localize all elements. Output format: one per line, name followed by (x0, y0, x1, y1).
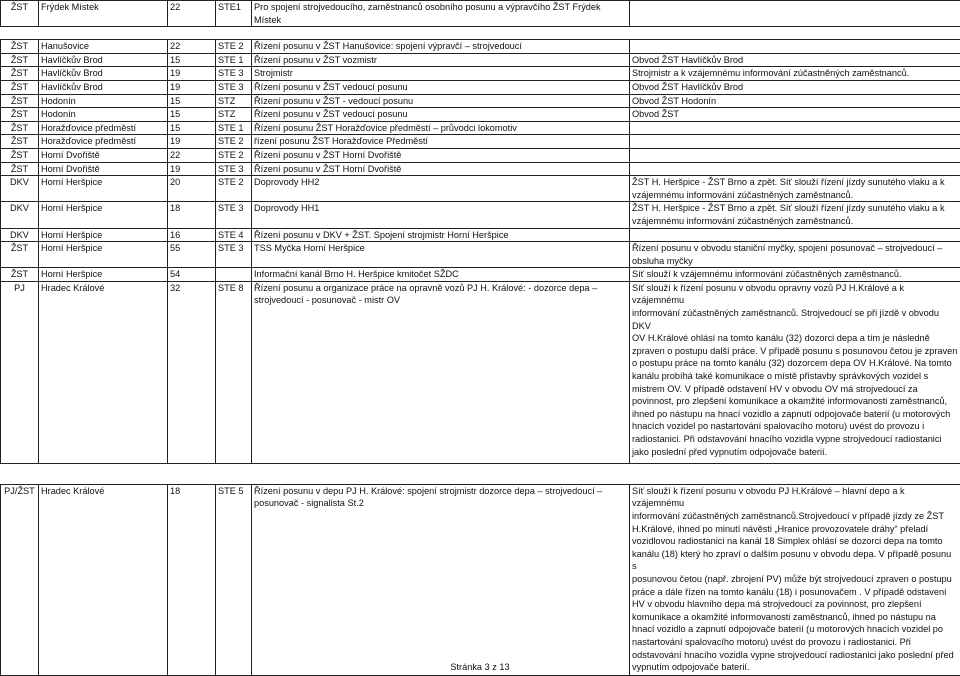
table-row (1, 121, 960, 135)
cell-note (630, 162, 960, 176)
cell-use: Pro spojení strojvedoucího, zaměstnanců osobního posunu a výpravčího ŽST Frýdek Místek (252, 1, 630, 27)
cell-use: Řízení posunu v ŽST vedoucí posunu (252, 108, 630, 122)
cell-type: ŽST (1, 121, 39, 135)
cell-type: ŽST (1, 242, 39, 268)
cell-type: ŽST (1, 108, 39, 122)
cell-note: Řízení posunu v obvodu staniční myčky, spojení posunovač – strojvedoucí – obsluha myčky (630, 242, 960, 268)
cell-place: Horní Heršpice (39, 242, 168, 268)
cell-ste: STZ (216, 108, 252, 122)
cell-use: Řízení posunu v DKV + ŽST. Spojení strojmistr Horní Heršpice (252, 228, 630, 242)
cell-use: řízení posunu ŽST Horažďovice Předměstí (252, 135, 630, 149)
cell-note: ŽST H. Heršpice - ŽST Brno a zpět. Síť slouží řízení jízdy sunutého vlaku a k vzájemnému informování zúčastněných zaměstnanců. (630, 176, 960, 202)
cell-use: Řízení posunu ŽST Horažďovice předměstí – průvodci lokomotiv (252, 121, 630, 135)
cell-channel: 20 (168, 176, 216, 202)
cell-ste: STE 5 (216, 484, 252, 675)
table-row (1, 202, 960, 228)
cell-channel: 19 (168, 80, 216, 94)
cell-type: ŽST (1, 148, 39, 162)
cell-place: Horní Heršpice (39, 228, 168, 242)
table-row (1, 53, 960, 67)
table-row (1, 176, 960, 202)
cell-place: Hanušovice (39, 40, 168, 54)
cell-channel: 15 (168, 53, 216, 67)
cell-type: DKV (1, 202, 39, 228)
table-row (1, 281, 960, 463)
cell-use: Řízení posunu v depu PJ H. Králové: spojení strojmistr dozorce depa – strojvedoucí – posunovač - signalista St.2 (252, 484, 630, 675)
cell-channel: 15 (168, 94, 216, 108)
cell-place: Havlíčkův Brod (39, 67, 168, 81)
cell-note (630, 1, 960, 27)
cell-ste (216, 268, 252, 282)
cell-type: ŽST (1, 162, 39, 176)
table-row (1, 148, 960, 162)
cell-note (630, 228, 960, 242)
cell-ste: STE 3 (216, 202, 252, 228)
table-row (1, 228, 960, 242)
cell-place: Frýdek Místek (39, 1, 168, 27)
spacer-row (1, 463, 960, 484)
cell-place: Horažďovice předměstí (39, 121, 168, 135)
cell-note: Síť slouží k vzájemnému informování zúčastněných zaměstnanců. (630, 268, 960, 282)
cell-channel: 16 (168, 228, 216, 242)
cell-ste: STE 3 (216, 80, 252, 94)
table-row (1, 94, 960, 108)
cell-type: ŽST (1, 67, 39, 81)
cell-channel: 32 (168, 281, 216, 463)
table-row (1, 40, 960, 54)
table-row (1, 67, 960, 81)
cell-channel: 15 (168, 108, 216, 122)
cell-note: Obvod ŽST Havlíčkův Brod (630, 80, 960, 94)
cell-type: ŽST (1, 268, 39, 282)
cell-type: ŽST (1, 53, 39, 67)
cell-note (630, 121, 960, 135)
cell-use: TSS Myčka Horní Heršpice (252, 242, 630, 268)
cell-note: Obvod ŽST Havlíčkův Brod (630, 53, 960, 67)
table-row (1, 162, 960, 176)
cell-channel: 22 (168, 1, 216, 27)
cell-note (630, 135, 960, 149)
cell-channel: 54 (168, 268, 216, 282)
cell-type: PJ (1, 281, 39, 463)
cell-ste: STE 1 (216, 121, 252, 135)
cell-type: ŽST (1, 40, 39, 54)
cell-channel: 15 (168, 121, 216, 135)
cell-ste: STE 2 (216, 135, 252, 149)
cell-use: Řízení posunu a organizace práce na opravně vozů PJ H. Králové: - dozorce depa – strojvedoucí - posunovač - mistr OV (252, 281, 630, 463)
cell-channel: 19 (168, 162, 216, 176)
cell-type: ŽST (1, 135, 39, 149)
cell-place: Hodonín (39, 94, 168, 108)
table-row (1, 242, 960, 268)
cell-ste: STE 1 (216, 53, 252, 67)
page-number: Stránka 3 z 13 (0, 662, 960, 672)
cell-note (630, 40, 960, 54)
cell-ste: STE 8 (216, 281, 252, 463)
cell-note (630, 148, 960, 162)
cell-ste: STE 2 (216, 176, 252, 202)
cell-use: Doprovody HH1 (252, 202, 630, 228)
cell-use: Doprovody HH2 (252, 176, 630, 202)
cell-type: ŽST (1, 1, 39, 27)
cell-use: Řízení posunu v ŽST Hanušovice: spojení výpravčí – strojvedoucí (252, 40, 630, 54)
cell-channel: 22 (168, 40, 216, 54)
cell-place: Horní Heršpice (39, 268, 168, 282)
table-row (1, 80, 960, 94)
cell-place: Havlíčkův Brod (39, 53, 168, 67)
cell-use: Řízení posunu v ŽST vedoucí posunu (252, 80, 630, 94)
cell-use: Řízení posunu v ŽST Horní Dvořiště (252, 162, 630, 176)
cell-use: Informační kanál Brno H. Heršpice kmitočet SŽDC (252, 268, 630, 282)
cell-type: DKV (1, 228, 39, 242)
table-row (1, 135, 960, 149)
cell-channel: 55 (168, 242, 216, 268)
cell-note: Obvod ŽST Hodonín (630, 94, 960, 108)
cell-type: DKV (1, 176, 39, 202)
cell-type: PJ/ŽST (1, 484, 39, 675)
cell-place: Horažďovice předměstí (39, 135, 168, 149)
cell-ste: STZ (216, 94, 252, 108)
cell-channel: 22 (168, 148, 216, 162)
table-row (1, 484, 960, 675)
cell-use: Řízení posunu v ŽST Horní Dvořiště (252, 148, 630, 162)
cell-note: Strojmistr a k vzájemnému informování zúčastněných zaměstnanců. (630, 67, 960, 81)
cell-ste: STE 3 (216, 162, 252, 176)
cell-use: Řízení posunu v ŽST vozmistr (252, 53, 630, 67)
table-row (1, 108, 960, 122)
cell-place: Hradec Králové (39, 281, 168, 463)
cell-note: Obvod ŽST (630, 108, 960, 122)
cell-channel: 19 (168, 135, 216, 149)
cell-place: Horní Heršpice (39, 202, 168, 228)
table-row (1, 268, 960, 282)
cell-place: Horní Heršpice (39, 176, 168, 202)
cell-type: ŽST (1, 94, 39, 108)
cell-place: Hradec Králové (39, 484, 168, 675)
cell-ste: STE 3 (216, 242, 252, 268)
cell-channel: 18 (168, 202, 216, 228)
table-row (1, 1, 960, 27)
cell-ste: STE 3 (216, 67, 252, 81)
cell-place: Hodonín (39, 108, 168, 122)
cell-channel: 19 (168, 67, 216, 81)
cell-note: Síť slouží k řízení posunu v obvodu PJ H.Králové – hlavní depo a k vzájemnému informování zúčastněných zaměstnanců.Strojvedoucí v případě jízdy ze ŽST H.Králové, ihned po minutí návěsti „Hranice provozovatele dráhy“ přeladí vozidlovou radiostanici na kanál 18 Simplex ohlásí se dozorci depa na tomto kanálu (18) který ho zpraví o dalším posunu v obvodu depa. V případě posunu s posunovou četou (např. zbrojení PV) může být strojvedoucí zpraven o postupu práce a dále řízen na tomto kanálu (18) i posunovačem . V případě odstavení HV v obvodu hlavního depa má strojvedoucí za povinnost, pro zlepšení komunikace a okamžité informovanosti zaměstnanců, ihned po nástupu na hnací vozidlo a zapnutí odpojovače baterií (u motorových hnacích vozidel po nastartování spalovacího motoru) uvést do provozu i radiostanici. Při odstavování hnacího vozidla vypne strojvedoucí radiostanici jako poslední před vypnutím odpojovače baterií. (630, 484, 960, 675)
cell-note: ŽST H. Heršpice - ŽST Brno a zpět. Síť slouží řízení jízdy sunutého vlaku a k vzájemnému informování zúčastněných zaměstnanců. (630, 202, 960, 228)
cell-use: Strojmistr (252, 67, 630, 81)
cell-ste: STE1 (216, 1, 252, 27)
cell-place: Horní Dvořiště (39, 162, 168, 176)
cell-ste: STE 2 (216, 40, 252, 54)
cell-place: Horní Dvořiště (39, 148, 168, 162)
spacer-row (1, 27, 960, 40)
cell-use: Řízení posunu v ŽST - vedoucí posunu (252, 94, 630, 108)
cell-ste: STE 2 (216, 148, 252, 162)
cell-note: Síť slouží k řízení posunu v obvodu opravny vozů PJ H.Králové a k vzájemnému informování zúčastněných zaměstnanců. Strojvedoucí se při jízdě v obvodu DKV OV H.Králové ohlásí na tomto kanálu (32) dozorci depa a tím je následně zpraven o postupu další práce. V případě posunu s posunovou četou je zpraven o postupu práce na tomto kanálu (32) dozorcem depa OV H.Králové. Na tomto kanálu probíhá také komunikace o místě přistavby správkových vozidel s mistrem OV. V případě odstavení HV v obvodu OV má strojvedoucí za povinnost, pro zlepšení komunikace a okamžité informovanosti zaměstnanců, ihned po nástupu na hnací vozidlo a zapnutí odpojovače baterií (u motorových hnacích vozidel po nastartování spalovacího motoru) uvést do provozu i radiostanici. Při odstavování hnacího vozidla vypne strojvedoucí radiostanici jako poslední před vypnutím odpojovače baterií. (630, 281, 960, 463)
cell-channel: 18 (168, 484, 216, 675)
cell-ste: STE 4 (216, 228, 252, 242)
cell-place: Havlíčkův Brod (39, 80, 168, 94)
cell-type: ŽST (1, 80, 39, 94)
